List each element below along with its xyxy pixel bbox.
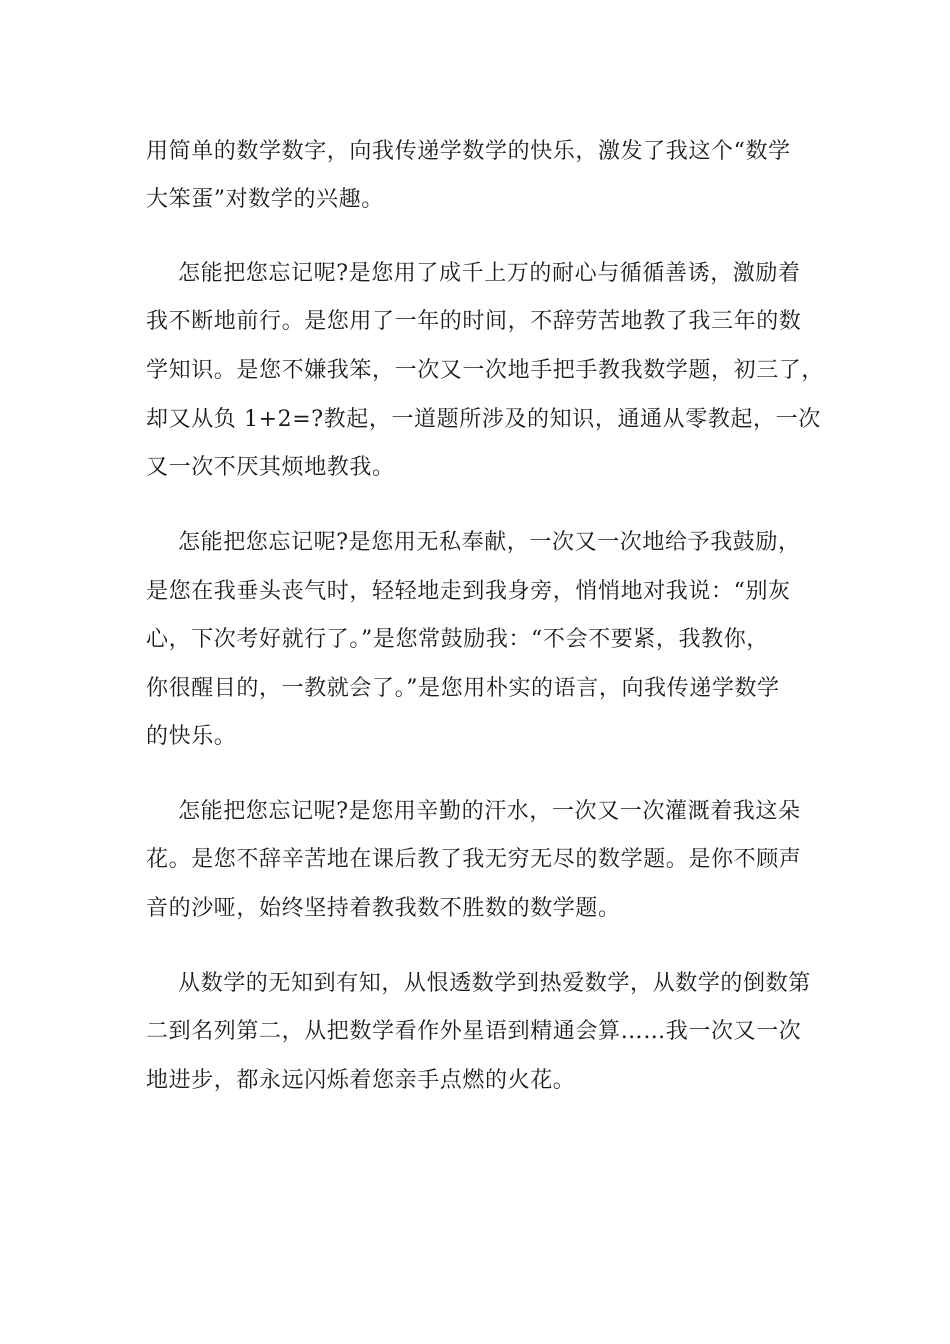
paragraph-1-line-2: 大笨蛋”对数学的兴趣。 [146,187,384,212]
paragraph-4-line-2: 花。是您不辞辛苦地在课后教了我无穷无尽的数学题。是你不顾声 [146,847,802,872]
paragraph-5-line-2: 二到名列第二，从把数学看作外星语到精通会算……我一次又一次 [146,1019,802,1044]
paragraph-5-line-3: 地进步，都永远闪烁着您亲手点燃的火花。 [146,1068,576,1093]
paragraph-2-line-3: 学知识。是您不嫌我笨，一次又一次地手把手教我数学题，初三了， [146,358,825,383]
paragraph-2-line-5: 又一次不厌其烦地教我。 [146,455,395,480]
paragraph-5-line-1: 从数学的无知到有知，从恨透数学到热爱数学，从数学的倒数第 [178,971,811,996]
paragraph-2-line-2: 我不断地前行。是您用了一年的时间，不辞劳苦地教了我三年的数 [146,309,802,334]
paragraph-2-line-4: 却又从负 1+2=?教起，一道题所涉及的知识，通通从零教起，一次 [146,407,821,432]
paragraph-2-line-1: 怎能把您忘记呢?是您用了成千上万的耐心与循循善诱，激励着 [178,261,801,286]
paragraph-1-line-1: 用简单的数学数字，向我传递学数学的快乐，激发了我这个“数学 [146,139,791,164]
paragraph-3-line-5: 的快乐。 [146,724,237,749]
paragraph-3-line-3: 心，下次考好就行了。”是您常鼓励我：“不会不要紧，我教你， [146,627,769,652]
paragraph-4-line-1: 怎能把您忘记呢?是您用辛勤的汗水，一次又一次灌溉着我这朵 [178,799,801,824]
paragraph-4-line-3: 音的沙哑，始终坚持着教我数不胜数的数学题。 [146,896,621,921]
paragraph-3-line-4: 你很醒目的，一教就会了。”是您用朴实的语言，向我传递学数学 [146,676,780,701]
paragraph-3-line-2: 是您在我垂头丧气时，轻轻地走到我身旁，悄悄地对我说：“别灰 [146,579,791,604]
paragraph-3-line-1: 怎能把您忘记呢?是您用无私奉献，一次又一次地给予我鼓励， [178,530,801,555]
